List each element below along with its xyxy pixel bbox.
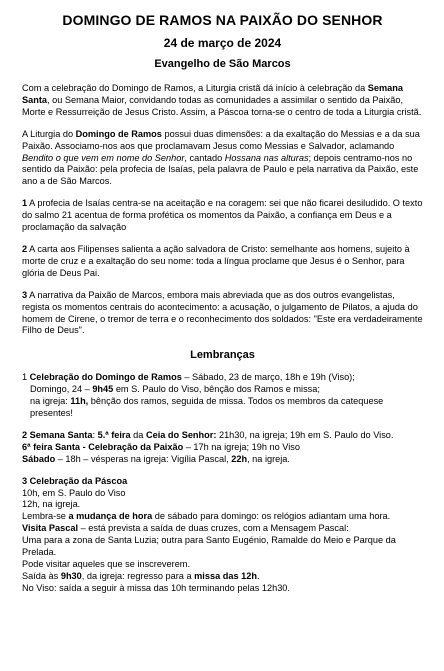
text: Visita Pascal [22, 523, 79, 534]
text: Domingo, 24 – [30, 384, 93, 395]
text: 11h, [70, 396, 89, 407]
reminder-3-line-4 [22, 523, 423, 535]
reminder-3-line-1: 10h, em S. Paulo do Viso [22, 487, 126, 498]
semana-santa-text: Semana Santa [22, 83, 403, 105]
domingo-de-ramos-text: Domingo de Ramos [75, 128, 162, 139]
text: 22h [231, 453, 248, 464]
reminder-1-line-2 [22, 384, 423, 396]
reminder-3-line-6: Pode visitar aqueles que se inscreverem. [22, 559, 191, 569]
text: A profecia de Isaías centra-se na aceitação e na coragem: sei que não ficarei desiludido. O texto do salmo 21 acentua de forma profética os momentos da Paixão, a confiança em Deus e a proclamação da salvação [22, 198, 423, 233]
reminder-3-line-8: No Viso: saída a seguir à missa das 10h terminando pelas 12h30. [22, 582, 290, 593]
text: , da igreja: regresso para a [81, 570, 195, 581]
text: A Liturgia do [22, 128, 76, 139]
text: ; depois centramo-nos no sentido da Paixão: pela profecia de Isaías, pela palavra de Paulo e pela narrativa da Paixão, este ano a de São Marcos. [22, 152, 419, 187]
text: Ceia do Senhor: [145, 429, 217, 440]
reminder-2-line-1 [22, 430, 423, 442]
text: – está prevista a saída de duas cruzes, com a Mensagem Pascal: [78, 523, 349, 534]
intro-paragraph-1 [22, 83, 423, 119]
gospel-heading: Evangelho de São Marcos [154, 58, 291, 70]
text: Lembra-se [22, 511, 69, 522]
text: Sábado [22, 453, 56, 464]
reading-number: 1 [22, 198, 28, 209]
text: 6ª feira Santa - Celebração da Paixão [22, 441, 184, 452]
text: , na igreja. [247, 453, 290, 464]
text: 21h30, na igreja; 19h em S. Paulo do Viso. [216, 429, 394, 440]
text: 2 [22, 429, 30, 440]
text: bênção dos ramos, seguida de missa. Todos os membros da catequese presentes! [30, 396, 384, 419]
hossana-text: Hossana nas alturas [224, 152, 309, 163]
text: Semana Santa [29, 429, 93, 440]
text: em S. Paulo do Viso, bênção dos Ramos e missa; [113, 384, 320, 395]
text: 5.ª feira [97, 429, 131, 440]
reminder-3-line-2: 12h, na igreja. [22, 499, 81, 510]
text: de sábado para domingo: os relógios adiantam uma hora. [152, 511, 391, 522]
reminder-3-line-7 [22, 571, 423, 583]
reminders-heading: Lembranças [190, 349, 255, 362]
text: Saída às [22, 570, 61, 581]
reminder-3-line-3 [22, 511, 423, 523]
reminder-3-line-5: Uma para a zona de Santa Luzia; outra para Santo Eugénio, Ramalde do Meio e Parque da Prelada. [22, 535, 396, 558]
text: : [92, 429, 98, 440]
text: na igreja: [30, 396, 71, 407]
page-title: DOMINGO DE RAMOS NA PAIXÃO DO SENHOR [62, 12, 383, 28]
text: Com a celebração do Domingo de Ramos, a Liturgia cristã dá início à celebração da [22, 83, 368, 93]
reading-paragraph-3 [22, 290, 423, 338]
reminder-2-line-2 [22, 442, 423, 454]
reminder-2 [22, 430, 423, 466]
reminder-3-heading: 3 Celebração da Páscoa [22, 475, 128, 486]
text: , cantado [184, 152, 225, 163]
reminder-3 [22, 476, 423, 595]
text: a mudança de hora [68, 511, 153, 522]
text: , ou Semana Maior, convidando todas as comunidades a assimilar o sentido da Paixão, Morte e Ressurreição de Jesus Cristo. Assim, a Páscoa torna-se o centro de toda a Liturgia cristã. [22, 94, 422, 117]
text: missa das 12h [194, 570, 257, 581]
reading-paragraph-1 [22, 198, 423, 234]
text: – Sábado, 23 de março, 18h e 19h (Viso); [181, 372, 355, 383]
reminder-1-line-3 [22, 396, 423, 420]
reminder-2-line-3 [22, 454, 423, 466]
text: 9h30 [60, 570, 82, 581]
text: da [130, 429, 146, 440]
intro-paragraph-2 [22, 129, 423, 189]
text: – 18h – vésperas na igreja: Vigília Pascal, [55, 453, 232, 464]
text: Celebração do Domingo de Ramos [29, 372, 182, 383]
text: 9h45 [92, 384, 114, 395]
reminder-1-line-1 [22, 372, 423, 384]
text: A carta aos Filipenses salienta a ação salvadora de Cristo: semelhante aos homens, sujeito à morte de cruz e a exaltação do seu nome: toda a língua proclame que Jesus é o Senhor, para glória de Deus Pai. [22, 243, 410, 278]
reading-paragraph-2 [22, 244, 423, 280]
page-date: 24 de março de 2024 [163, 36, 282, 50]
reminder-1 [22, 372, 423, 420]
text: possui duas dimensões: a da exaltação do Messias e a da sua Paixão. Associamo-nos aos que proclamavam Jesus como Messias e Salvador, aclamando [22, 128, 420, 151]
bendito-text: Bendito o que vem em nome do Senhor [22, 152, 185, 163]
text: – 17h na igreja; 19h no Viso [183, 441, 301, 452]
text: . [256, 570, 260, 581]
reading-number: 3 [22, 289, 28, 300]
text: A narrativa da Paixão de Marcos, embora mais abreviada que as dos outros evangelistas, regista os momentos centrais do acontecimento: a acusação, o julgamento de Pilatos, a ajuda do homem de Cirene, o tremor de terra e o reconhecimento dos soldados: "Este era verdadeiramente Filho de Deus". [22, 289, 423, 336]
text: 1 [22, 372, 30, 383]
reading-number: 2 [22, 243, 28, 254]
